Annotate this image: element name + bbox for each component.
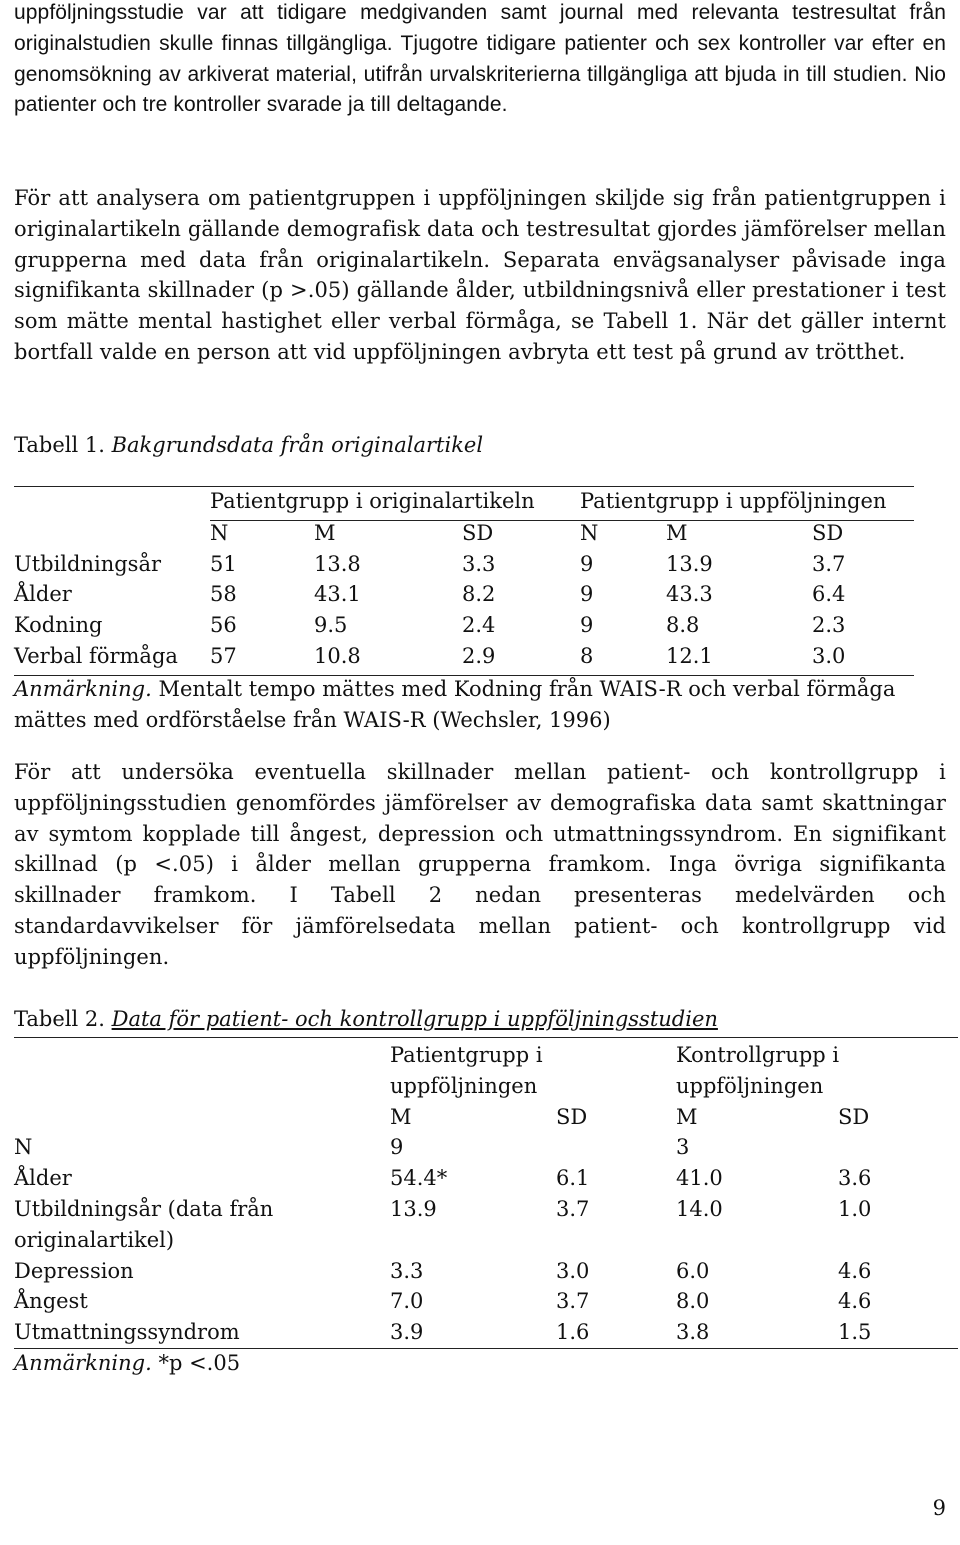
table2-note-label: Anmärkning. [14,1351,152,1375]
row-label: Depression [14,1258,134,1283]
cell: 3.0 [556,1258,590,1283]
paragraph-intro: uppföljningsstudie var att tidigare medgivanden samt journal med relevanta testresultat från originalstudien skulle finnas tillgängliga. Tjugotre tidigare patienter och sex kontroller var efter en genomsökning av arkiverat material, utifrån urvalskriterierna tillgängliga att bjuda in till studien. Nio patienter och tre kontroller svarade ja till deltagande. [14,1,946,117]
table-row [14,1132,958,1163]
cell: 9 [390,1135,404,1160]
cell: 3.9 [390,1317,556,1348]
cell: 56 [210,613,237,638]
cell: 2.4 [462,613,496,638]
table1-title: Bakgrundsdata från originalartikel [111,433,484,457]
cell: 9 [580,582,594,607]
table-row [14,644,914,675]
cell: 6.0 [676,1258,710,1283]
table2-subheader: M [676,1104,698,1129]
cell: 9.5 [314,613,348,638]
table-row [14,613,914,644]
cell: 12.1 [666,644,812,675]
cell: 3.3 [462,551,496,576]
cell [556,1225,676,1256]
cell: 8.0 [676,1289,710,1314]
cell: 3.7 [812,551,846,576]
table1-note [14,674,946,736]
cell: 43.1 [314,582,361,607]
table-row [14,1317,958,1348]
row-label: Utbildningsår (data från [14,1196,274,1221]
cell: 2.9 [462,644,580,675]
cell: 51 [210,551,237,576]
paragraph-analysis: För att analysera om patientgruppen i uppföljningen skiljde sig från patientgruppen i originalartikeln gällande demografisk data och testresultat gjordes jämförelser mellan grupperna med data från originalartikeln. Separata envägsanalyser påvisade inga signifikanta skillnader (p >.05) gällande ålder, utbildningsnivå eller prestationer i test som mätte mental hastighet eller verbal förmåga, se Tabell 1. När det gäller internt bortfall valde en person att vid uppföljningen avbryta ett test på grund av trötthet. [14,186,946,364]
cell [838,1225,958,1256]
table1-label: Tabell 1. [14,433,105,457]
row-label: Verbal förmåga [14,644,210,675]
row-label: Utbildningsår [14,551,161,576]
table1-group-followup: Patientgrupp i uppföljningen [580,487,914,521]
cell [838,1132,958,1163]
cell: 4.6 [838,1258,872,1283]
row-label: Utmattningssyndrom [14,1317,390,1348]
cell: 8 [580,644,666,675]
cell: 3.8 [676,1317,838,1348]
cell: 14.0 [676,1196,723,1221]
cell: 1.5 [838,1317,958,1348]
table-followup-data [14,1037,958,1349]
cell: 9 [580,551,594,576]
cell: 2.3 [812,613,846,638]
table1-subheader: M [666,520,688,545]
page-number: 9 [932,1496,946,1520]
table2-group-patient: Patientgrupp i [390,1043,543,1067]
table2-note [14,1348,946,1379]
cell: 3.7 [556,1196,590,1221]
table-row [14,1225,958,1256]
paragraph-comparison: För att undersöka eventuella skillnader mellan patient- och kontrollgrupp i uppföljningsstudien genomfördes jämförelser av demografiska data samt skattningar av symtom kopplade till ångest, depression och utmattningssyndrom. En signifikant skillnad (p <.05) i ålder mellan grupperna framkom. Inga övriga signifikanta skillnader framkom. I Tabell 2 nedan presenteras medelvärden och standardavvikelser för jämförelsedata mellan patient- och kontrollgrupp vid uppföljningen. [14,760,946,969]
table2-group-header-2 [14,1071,958,1102]
cell: 13.8 [314,551,361,576]
cell: 10.8 [314,644,462,675]
table1-subheader: SD [462,520,494,545]
row-label: Ångest [14,1289,88,1314]
cell: 43.3 [666,582,713,607]
table1-subheader: M [314,520,336,545]
cell: 3.7 [556,1289,590,1314]
row-label: Ålder [14,582,72,607]
cell: 1.6 [556,1317,676,1348]
cell: 3.3 [390,1258,424,1283]
table-row [14,552,914,583]
cell: 54.4* [390,1166,448,1191]
cell: 8.2 [462,582,496,607]
table1-note-label: Anmärkning. [14,677,152,701]
table1-group-header [14,487,914,521]
table1-subheader: N [210,520,229,545]
table1-group-original: Patientgrupp i originalartikeln [210,487,580,521]
table2-caption [14,1004,718,1034]
row-label: Ålder [14,1166,72,1191]
row-label: N [14,1135,33,1160]
table-row [14,1194,958,1225]
cell: 4.6 [838,1289,872,1314]
table2-subheader-row [14,1102,958,1133]
cell [676,1225,838,1256]
table1-subheader: SD [812,520,844,545]
table-row [14,1256,958,1287]
cell: 6.1 [556,1166,590,1191]
table2-note-text: *p <.05 [151,1351,241,1375]
cell: 13.9 [666,551,713,576]
row-label: originalartikel) [14,1227,175,1252]
table2-group-header [14,1038,958,1071]
cell: 8.8 [666,613,700,638]
table-row [14,582,914,613]
cell: 3.0 [812,644,914,675]
table1-note-text: Mentalt tempo mättes med Kodning från WAIS-R och verbal förmåga mättes med ordförståelse från WAIS-R (Wechsler, 1996) [14,677,896,732]
table2-label: Tabell 2. [14,1007,105,1031]
cell: 3.6 [838,1166,872,1191]
cell: 1.0 [838,1196,872,1221]
cell [390,1225,556,1256]
cell: 7.0 [390,1289,424,1314]
cell: 41.0 [676,1166,723,1191]
cell: 13.9 [390,1196,437,1221]
table2-subheader: M [390,1104,412,1129]
cell [556,1132,676,1163]
table1-subheader: N [580,520,599,545]
table1-subheader-row [14,520,914,551]
cell: 9 [580,613,594,638]
table2-group-control-2: uppföljningen [676,1073,824,1098]
table1-caption [14,430,483,460]
table2-subheader: SD [556,1104,588,1129]
table2-group-control: Kontrollgrupp i [676,1043,840,1067]
table-row [14,1286,958,1317]
table-background-data [14,486,914,676]
cell: 6.4 [812,582,846,607]
row-label: Kodning [14,613,103,638]
cell: 3 [676,1135,690,1160]
table-row [14,1163,958,1194]
cell: 58 [210,582,237,607]
table2-title: Data för patient- och kontrollgrupp i uppföljningsstudien [111,1007,718,1031]
cell: 57 [210,644,314,675]
table2-subheader: SD [838,1104,870,1129]
table2-group-patient-2: uppföljningen [390,1073,538,1098]
